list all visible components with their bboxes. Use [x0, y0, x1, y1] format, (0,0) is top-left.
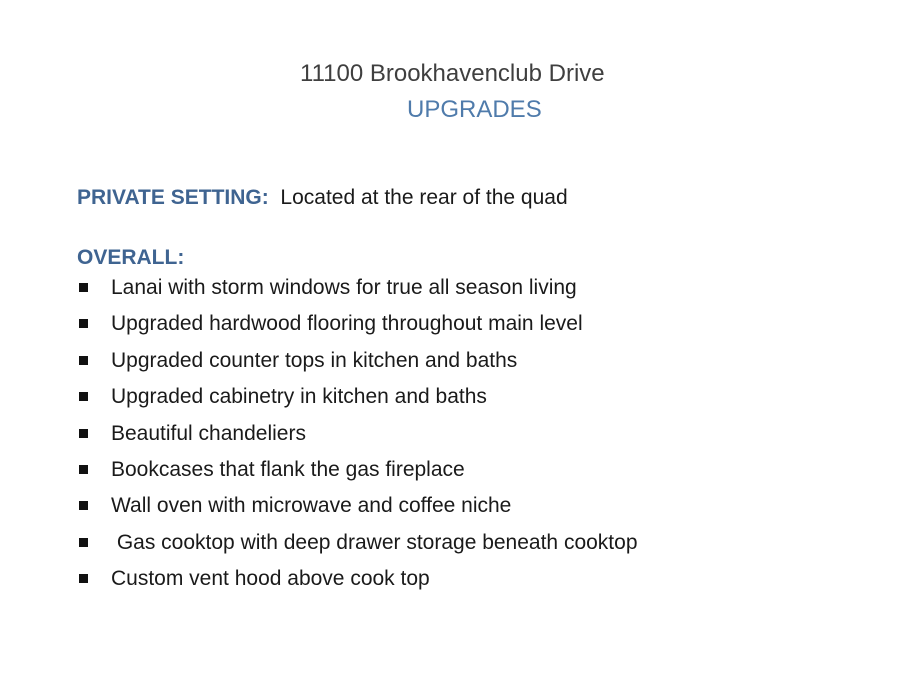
square-bullet-icon [79, 501, 88, 510]
list-item-text: Bookcases that flank the gas fireplace [111, 457, 465, 481]
page-subtitle: UPGRADES [407, 96, 542, 123]
private-setting-label: PRIVATE SETTING: [77, 186, 269, 209]
square-bullet-icon [79, 429, 88, 438]
list-item-text: Lanai with storm windows for true all season living [111, 276, 577, 299]
square-bullet-icon [79, 392, 88, 401]
list-item-text: Upgraded hardwood flooring throughout main level [111, 312, 583, 336]
list-item-text: Custom vent hood above cook top [111, 567, 430, 591]
square-bullet-icon [79, 319, 88, 328]
square-bullet-icon [79, 538, 88, 547]
page-title: 11100 Brookhavenclub Drive [300, 60, 605, 87]
list-item-text: Upgraded cabinetry in kitchen and baths [111, 385, 487, 409]
square-bullet-icon [79, 356, 88, 365]
list-item-text: Gas cooktop with deep drawer storage beneath cooktop [111, 530, 638, 554]
private-setting-section [77, 184, 568, 212]
square-bullet-icon [79, 465, 88, 474]
list-item-text: Beautiful chandeliers [111, 421, 306, 445]
square-bullet-icon [79, 574, 88, 583]
overall-section-heading [77, 244, 184, 272]
list-item-text: Wall oven with microwave and coffee niche [111, 494, 512, 518]
square-bullet-icon [79, 283, 88, 292]
overall-label: OVERALL: [77, 246, 185, 269]
private-setting-text: Located at the rear of the quad [280, 186, 568, 209]
label-spacer [269, 186, 281, 209]
list-item-text: Upgraded counter tops in kitchen and baths [111, 348, 518, 372]
